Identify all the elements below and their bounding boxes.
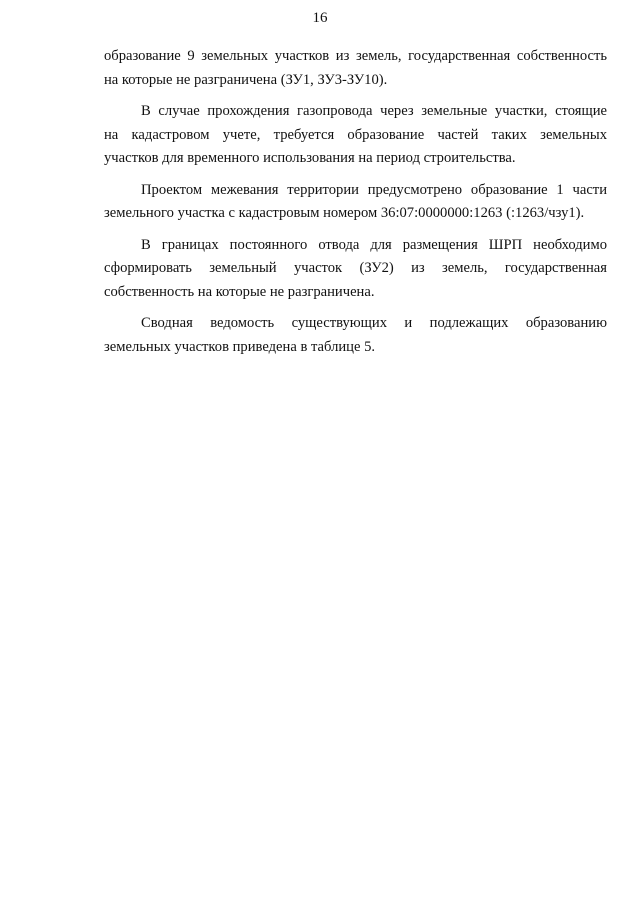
document-body [104,45,607,367]
paragraph-line: сформировать земельный участок (ЗУ2) из земель, государственная [104,260,607,276]
paragraph-line: В границах постоянного отвода для размещения ШРП необходимо [141,236,607,253]
paragraph-5 [104,312,607,359]
paragraph-line: собственность на которые не разграничена. [104,283,375,300]
paragraph-3 [104,179,607,226]
paragraph-line: на кадастровом учете, требуется образование частей таких земельных [104,126,607,143]
paragraph-4 [104,234,607,305]
paragraph-line: на которые не разграничена (ЗУ1, ЗУ3-ЗУ10). [104,71,388,88]
paragraph-1 [104,45,607,92]
paragraph-line: Сводная ведомость существующих и подлежащих образованию [141,315,607,331]
paragraph-line: земельного участка с кадастровым номером 36:07:0000000:1263 (:1263/чзу1). [104,205,585,221]
paragraph-2 [104,100,607,171]
paragraph-line: образование 9 земельных участков из земель, государственная собственность [104,48,607,64]
paragraph-line: участков для временного использования на период строительства. [104,150,516,166]
page-number: 16 [312,10,328,26]
paragraph-line: Проектом межевания территории предусмотрено образование 1 части [141,181,607,198]
paragraph-line: земельных участков приведена в таблице 5. [104,338,376,355]
paragraph-line: В случае прохождения газопровода через земельные участки, стоящие [141,103,607,119]
